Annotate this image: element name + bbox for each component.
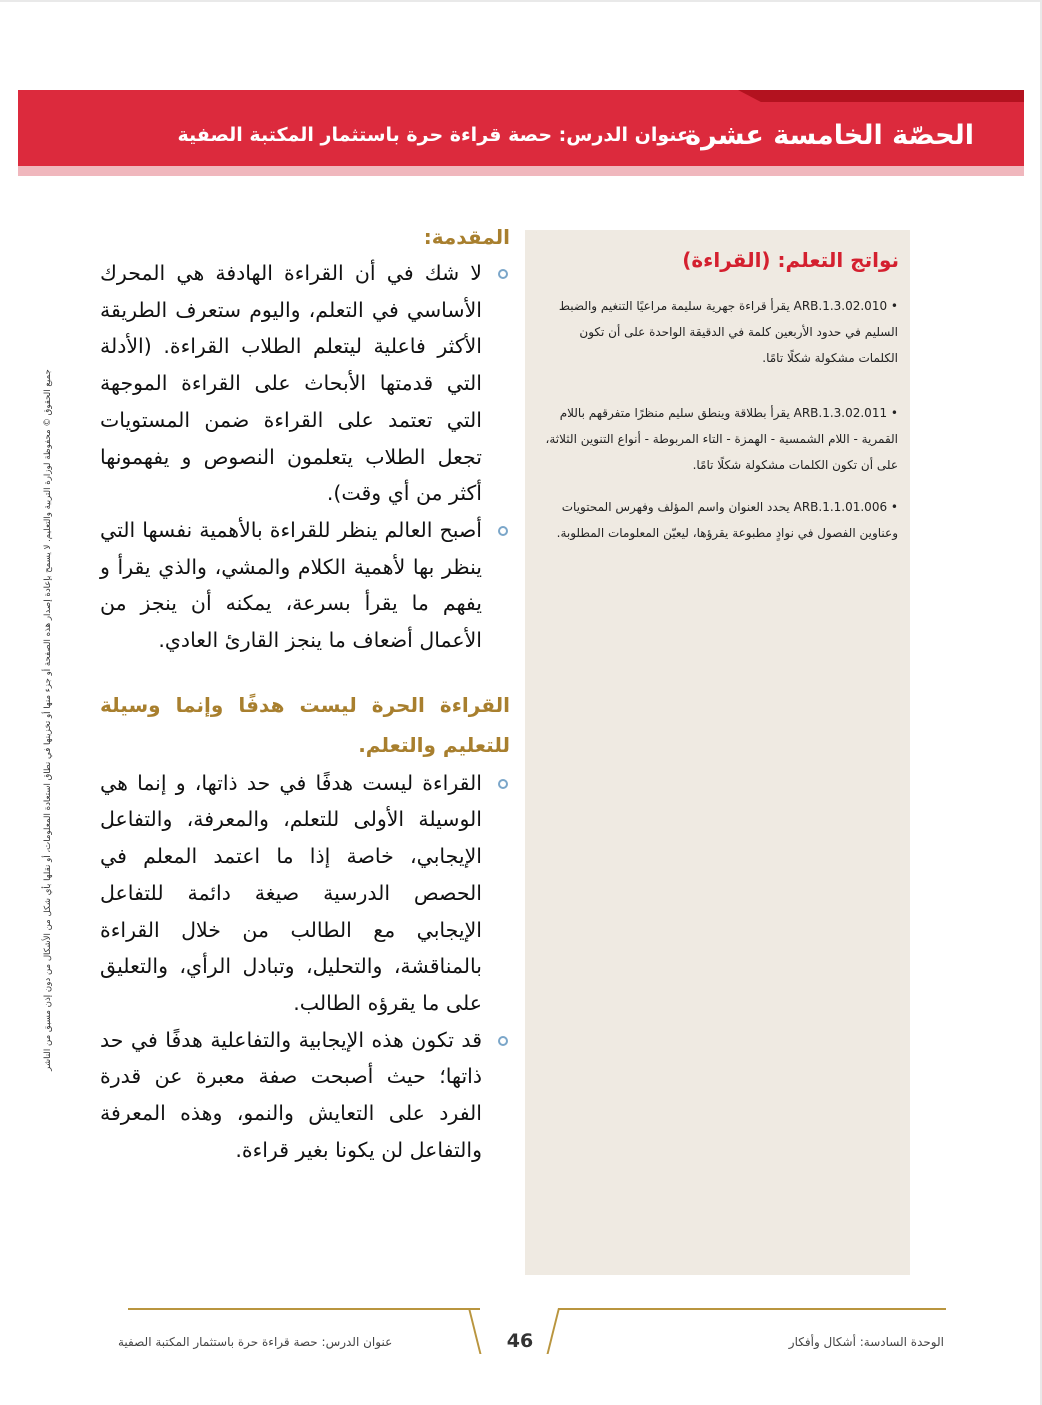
outcome-text: يقرأ بطلاقة وينطق سليم منظرًا متفرقهم باللام القمرية - اللام الشمسية - الهمزة - التاء المربوطة - أنواع التنوين الثلاثة، على أن تكون الكلمات مشكولة شكلًا تامًا. bbox=[545, 406, 898, 472]
bullet-icon bbox=[498, 269, 508, 279]
bullet-icon bbox=[498, 779, 508, 789]
outcome-item: • ARB.1.3.02.010 يقرأ قراءة جهرية سليمة مراعيًا التنغيم والضبط السليم في حدود الأربعين كلمة في الدقيقة الواحدة على أن تكون الكلمات مشكولة شكلًا تامًا. bbox=[540, 293, 898, 371]
section-paragraph bbox=[100, 765, 510, 1022]
header-tab-accent bbox=[738, 90, 1024, 102]
session-title: الحصّة الخامسة عشرة bbox=[685, 120, 974, 151]
intro-paragraph bbox=[100, 512, 510, 659]
outcome-code: ARB.1.3.02.011 bbox=[793, 406, 888, 420]
intro-paragraph bbox=[100, 255, 510, 512]
page-border-top bbox=[0, 0, 1042, 2]
lesson-title: عنوان الدرس: حصة قراءة حرة باستثمار المكتبة الصفية bbox=[177, 124, 690, 146]
bullet-icon bbox=[498, 1036, 508, 1046]
bullet-icon bbox=[498, 526, 508, 536]
intro-heading: المقدمة: bbox=[423, 225, 510, 249]
footer-lesson-title: عنوان الدرس: حصة قراءة حرة باستثمار المكتبة الصفية bbox=[118, 1335, 393, 1349]
footer-rule-right bbox=[558, 1308, 946, 1310]
learning-outcomes-title: نواتج التعلم: (القراءة) bbox=[682, 248, 899, 272]
outcome-code: ARB.1.3.02.010 bbox=[793, 299, 888, 313]
footer-rule-slant-left bbox=[468, 1308, 481, 1354]
footer-unit-title: الوحدة السادسة: أشكال وأفكار bbox=[788, 1335, 944, 1349]
paragraph-text: قد تكون هذه الإيجابية والتفاعلية هدفًا في حد ذاتها؛ حيث أصبحت صفة معبرة عن قدرة الفرد على التعايش والنمو، وهذه المعرفة والتفاعل لن يكونا بغير قراءة. bbox=[100, 1027, 482, 1162]
paragraph-text: أصبح العالم ينظر للقراءة بالأهمية نفسها التي ينظر بها لأهمية الكلام والمشي، والذي يقرأ و يفهم ما يقرأ بسرعة، يمكنه أن ينجز من الأعمال أضعاف ما ينجز القارئ العادي. bbox=[100, 517, 482, 653]
section-heading: القراءة الحرة ليست هدفًا وإنما وسيلة للتعليم والتعلم. bbox=[100, 692, 510, 757]
outcome-item: • ARB.1.3.02.011 يقرأ بطلاقة وينطق سليم منظرًا متفرقهم باللام القمرية - اللام الشمسية - الهمزة - التاء المربوطة - أنواع التنوين الثلاثة، على أن تكون الكلمات مشكولة شكلًا تامًا. bbox=[540, 400, 898, 478]
section-paragraph bbox=[100, 1022, 510, 1169]
main-content bbox=[100, 225, 510, 1168]
outcome-text: يقرأ قراءة جهرية سليمة مراعيًا التنغيم والضبط السليم في حدود الأربعين كلمة في الدقيقة الواحدة على أن تكون الكلمات مشكولة شكلًا تامًا. bbox=[558, 299, 898, 365]
outcome-item: • ARB.1.1.01.006 يحدد العنوان واسم المؤلف وفهرس المحتويات وعناوين الفصول في نوادٍ مطبوعة يقرؤها، ليعيّن المعلومات المطلوبة. bbox=[540, 494, 898, 546]
outcome-code: ARB.1.1.01.006 bbox=[793, 500, 888, 514]
footer-rule-left bbox=[128, 1308, 480, 1310]
copyright-note: جميع الحقوق © محفوظة لوزارة التربية والتعليم. لا يسمح بإعادة إصدار هذه الصفحة أو جزء منها أو تخزينها في نطاق استعادة المعلومات، أو نقلها بأي شكل من الأشكال من دون إذن مسبق من الناشر bbox=[43, 369, 53, 1071]
paragraph-text: لا شك في أن القراءة الهادفة هي المحرك الأساسي في التعلم، واليوم ستعرف الطريقة الأكثر فاعلية ليتعلم الطلاب القراءة. (الأدلة التي قدمتها الأبحاث على القراءة الموجهة التي تعتمد على القراءة ضمن المستويات تجعل الطلاب يتعلمون النصوص و يفهمونها أكثر من أي وقت). bbox=[100, 261, 482, 506]
header-stripe bbox=[18, 166, 1024, 176]
learning-outcomes-panel bbox=[525, 230, 910, 1275]
outcome-text: يحدد العنوان واسم المؤلف وفهرس المحتويات وعناوين الفصول في نوادٍ مطبوعة يقرؤها، ليعيّن المعلومات المطلوبة. bbox=[556, 500, 898, 540]
paragraph-text: القراءة ليست هدفًا في حد ذاتها، و إنما هي الوسيلة الأولى للتعلم، والمعرفة، والتفاعل الإيجابي، خاصة إذا ما اعتمد المعلم في الحصص الدرسية صيغة دائمة للتفاعل الإيجابي مع الطالب من خلال القراءة بالمناقشة، والتحليل، وتبادل الرأي، والتعليق على ما يقرؤه الطالب. bbox=[100, 770, 482, 1015]
page-number: 46 bbox=[506, 1330, 534, 1352]
